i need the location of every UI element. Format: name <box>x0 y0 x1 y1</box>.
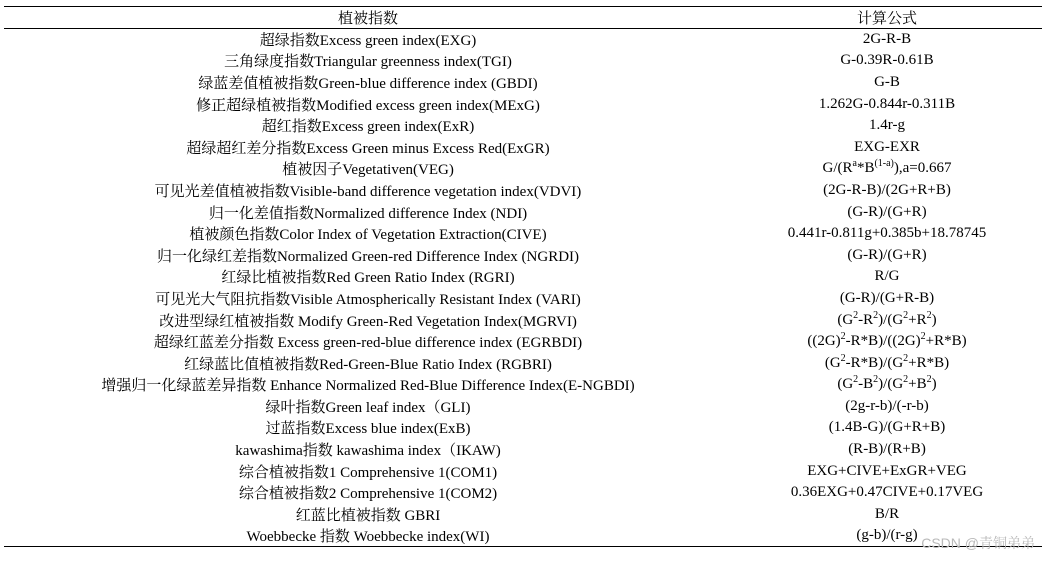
index-name-cell: 植被因子Vegetativen(VEG) <box>282 162 454 179</box>
table-row <box>4 244 1042 266</box>
table-row <box>4 288 1042 310</box>
table-row <box>4 72 1042 94</box>
index-name-cell: 增强归一化绿蓝差异指数 Enhance Normalized Red-Blue Difference Index(E-NGBDI) <box>101 378 635 395</box>
table-row <box>4 29 1042 51</box>
index-name-cell: 超绿超红差分指数Excess Green minus Excess Red(ExGR) <box>186 140 550 157</box>
index-name-cell: Woebbecke 指数 Woebbecke index(WI) <box>4 525 732 547</box>
formula-cell: 1.4r-g <box>869 117 905 134</box>
table-row <box>4 223 1042 245</box>
table-row <box>4 201 1042 223</box>
index-name-cell: 红蓝比植被指数 GBRI <box>295 507 441 524</box>
table-row <box>4 439 1042 461</box>
index-name-cell: 红绿蓝比值植被指数Red-Green-Blue Ratio Index (RGBRI) <box>184 356 552 373</box>
table-row <box>4 352 1042 374</box>
formula-cell: $(G^2-R*B)/(G^2+R*B)$ <box>824 352 950 371</box>
formula-cell: (2g-r-b)/(-r-b) <box>845 397 929 414</box>
formula-cell: G-0.39R-0.61B <box>840 52 934 69</box>
formula-cell: (2G-R-B)/(2G+R+B) <box>823 181 951 198</box>
table-row <box>4 93 1042 115</box>
table-row <box>4 525 1042 547</box>
formula-cell: R/G <box>874 268 900 285</box>
table-body <box>4 29 1042 547</box>
formula-cell: 0.36EXG+0.47CIVE+0.17VEG <box>790 484 984 501</box>
table-row <box>4 417 1042 439</box>
watermark: CSDN @青铜弟弟 <box>921 535 1035 551</box>
table-row <box>4 396 1042 418</box>
index-name-cell: 综合植被指数1 Comprehensive 1(COM1) <box>238 464 498 481</box>
formula-cell: (1.4B-G)/(G+R+B) <box>828 419 946 436</box>
formula-cell: 1.262G-0.844r-0.311B <box>818 95 956 112</box>
formula-cell: 2G-R-B <box>862 31 912 48</box>
table-row <box>4 50 1042 72</box>
index-name-cell: 绿叶指数Green leaf index（GLI) <box>265 399 471 416</box>
table-row <box>4 504 1042 526</box>
header-formula: 计算公式 <box>732 7 1042 29</box>
index-name-cell: 修正超绿植被指数Modified excess green index(MExG) <box>196 97 540 114</box>
formula-cell: $(G^2-R^2)/(G^2+R^2)$ <box>837 309 937 328</box>
formula-cell: (R-B)/(R+B) <box>848 441 926 458</box>
formula-cell: $((2G)^2-R*B)/((2G)^2+R*B)$ <box>807 331 967 350</box>
table-header <box>4 7 1042 29</box>
index-name-cell: 三角绿度指数Triangular greenness index(TGI) <box>224 54 512 71</box>
index-name-cell: 可见光差值植被指数Visible-band difference vegetation index(VDVI) <box>154 183 582 200</box>
formula-cell: EXG+CIVE+ExGR+VEG <box>807 462 967 479</box>
index-name-cell: 超绿红蓝差分指数 Excess green-red-blue difference index (EGRBDI) <box>153 335 583 352</box>
formula-cell: B/R <box>874 505 900 522</box>
table-row <box>4 158 1042 180</box>
table-row <box>4 266 1042 288</box>
formula-cell: $(G^2-B^2)/(G^2+B^2)$ <box>837 374 937 393</box>
index-name-cell: kawashima指数 kawashima index（IKAW) <box>235 443 501 460</box>
table-row <box>4 115 1042 137</box>
formula-cell: 0.441r-0.811g+0.385b+18.78745 <box>787 225 987 242</box>
table-row <box>4 482 1042 504</box>
index-name-cell: 超红指数Excess green index(ExR) <box>261 119 475 136</box>
index-name-cell: 综合植被指数2 Comprehensive 1(COM2) <box>238 486 498 503</box>
index-name-cell: 可见光大气阻抗指数Visible Atmospherically Resistant Index (VARI) <box>155 291 581 308</box>
formula-cell: (G-R)/(G+R) <box>847 246 927 263</box>
table-row <box>4 460 1042 482</box>
index-name-cell: 归一化差值指数Normalized difference Index (NDI) <box>208 205 528 222</box>
formula-cell: (G-R)/(G+R) <box>847 203 927 220</box>
index-name-cell: 超绿指数Excess green index(EXG) <box>259 33 477 50</box>
table-row <box>4 374 1042 396</box>
vegetation-index-table <box>4 6 1042 547</box>
table-row <box>4 180 1042 202</box>
index-name-cell: 红绿比植被指数Red Green Ratio Index (RGRI) <box>221 270 515 287</box>
table-row <box>4 136 1042 158</box>
index-name-cell: 植被颜色指数Color Index of Vegetation Extraction(CIVE) <box>189 227 547 244</box>
formula-cell: G-B <box>874 73 900 90</box>
table-row <box>4 331 1042 353</box>
header-index: 植被指数 <box>4 7 732 29</box>
formula-cell: (g-b)/(r-g) <box>732 525 1042 547</box>
index-name-cell: 绿蓝差值植被指数Green-blue difference index (GBDI) <box>198 75 538 92</box>
index-name-cell: 归一化绿红差指数Normalized Green-red Difference Index (NGRDI) <box>156 248 580 265</box>
table-row <box>4 309 1042 331</box>
formula-cell: EXG-EXR <box>854 138 920 155</box>
header-row <box>4 7 1042 29</box>
index-name-cell: 改进型绿红植被指数 Modify Green-Red Vegetation Index(MGRVI) <box>159 313 577 330</box>
formula-cell: (G-R)/(G+R-B) <box>839 289 935 306</box>
index-name-cell: 过蓝指数Excess blue index(ExB) <box>265 421 471 438</box>
formula-cell: $G/(R^a*B^{(1-a)}),a=0.667$ <box>822 158 952 177</box>
